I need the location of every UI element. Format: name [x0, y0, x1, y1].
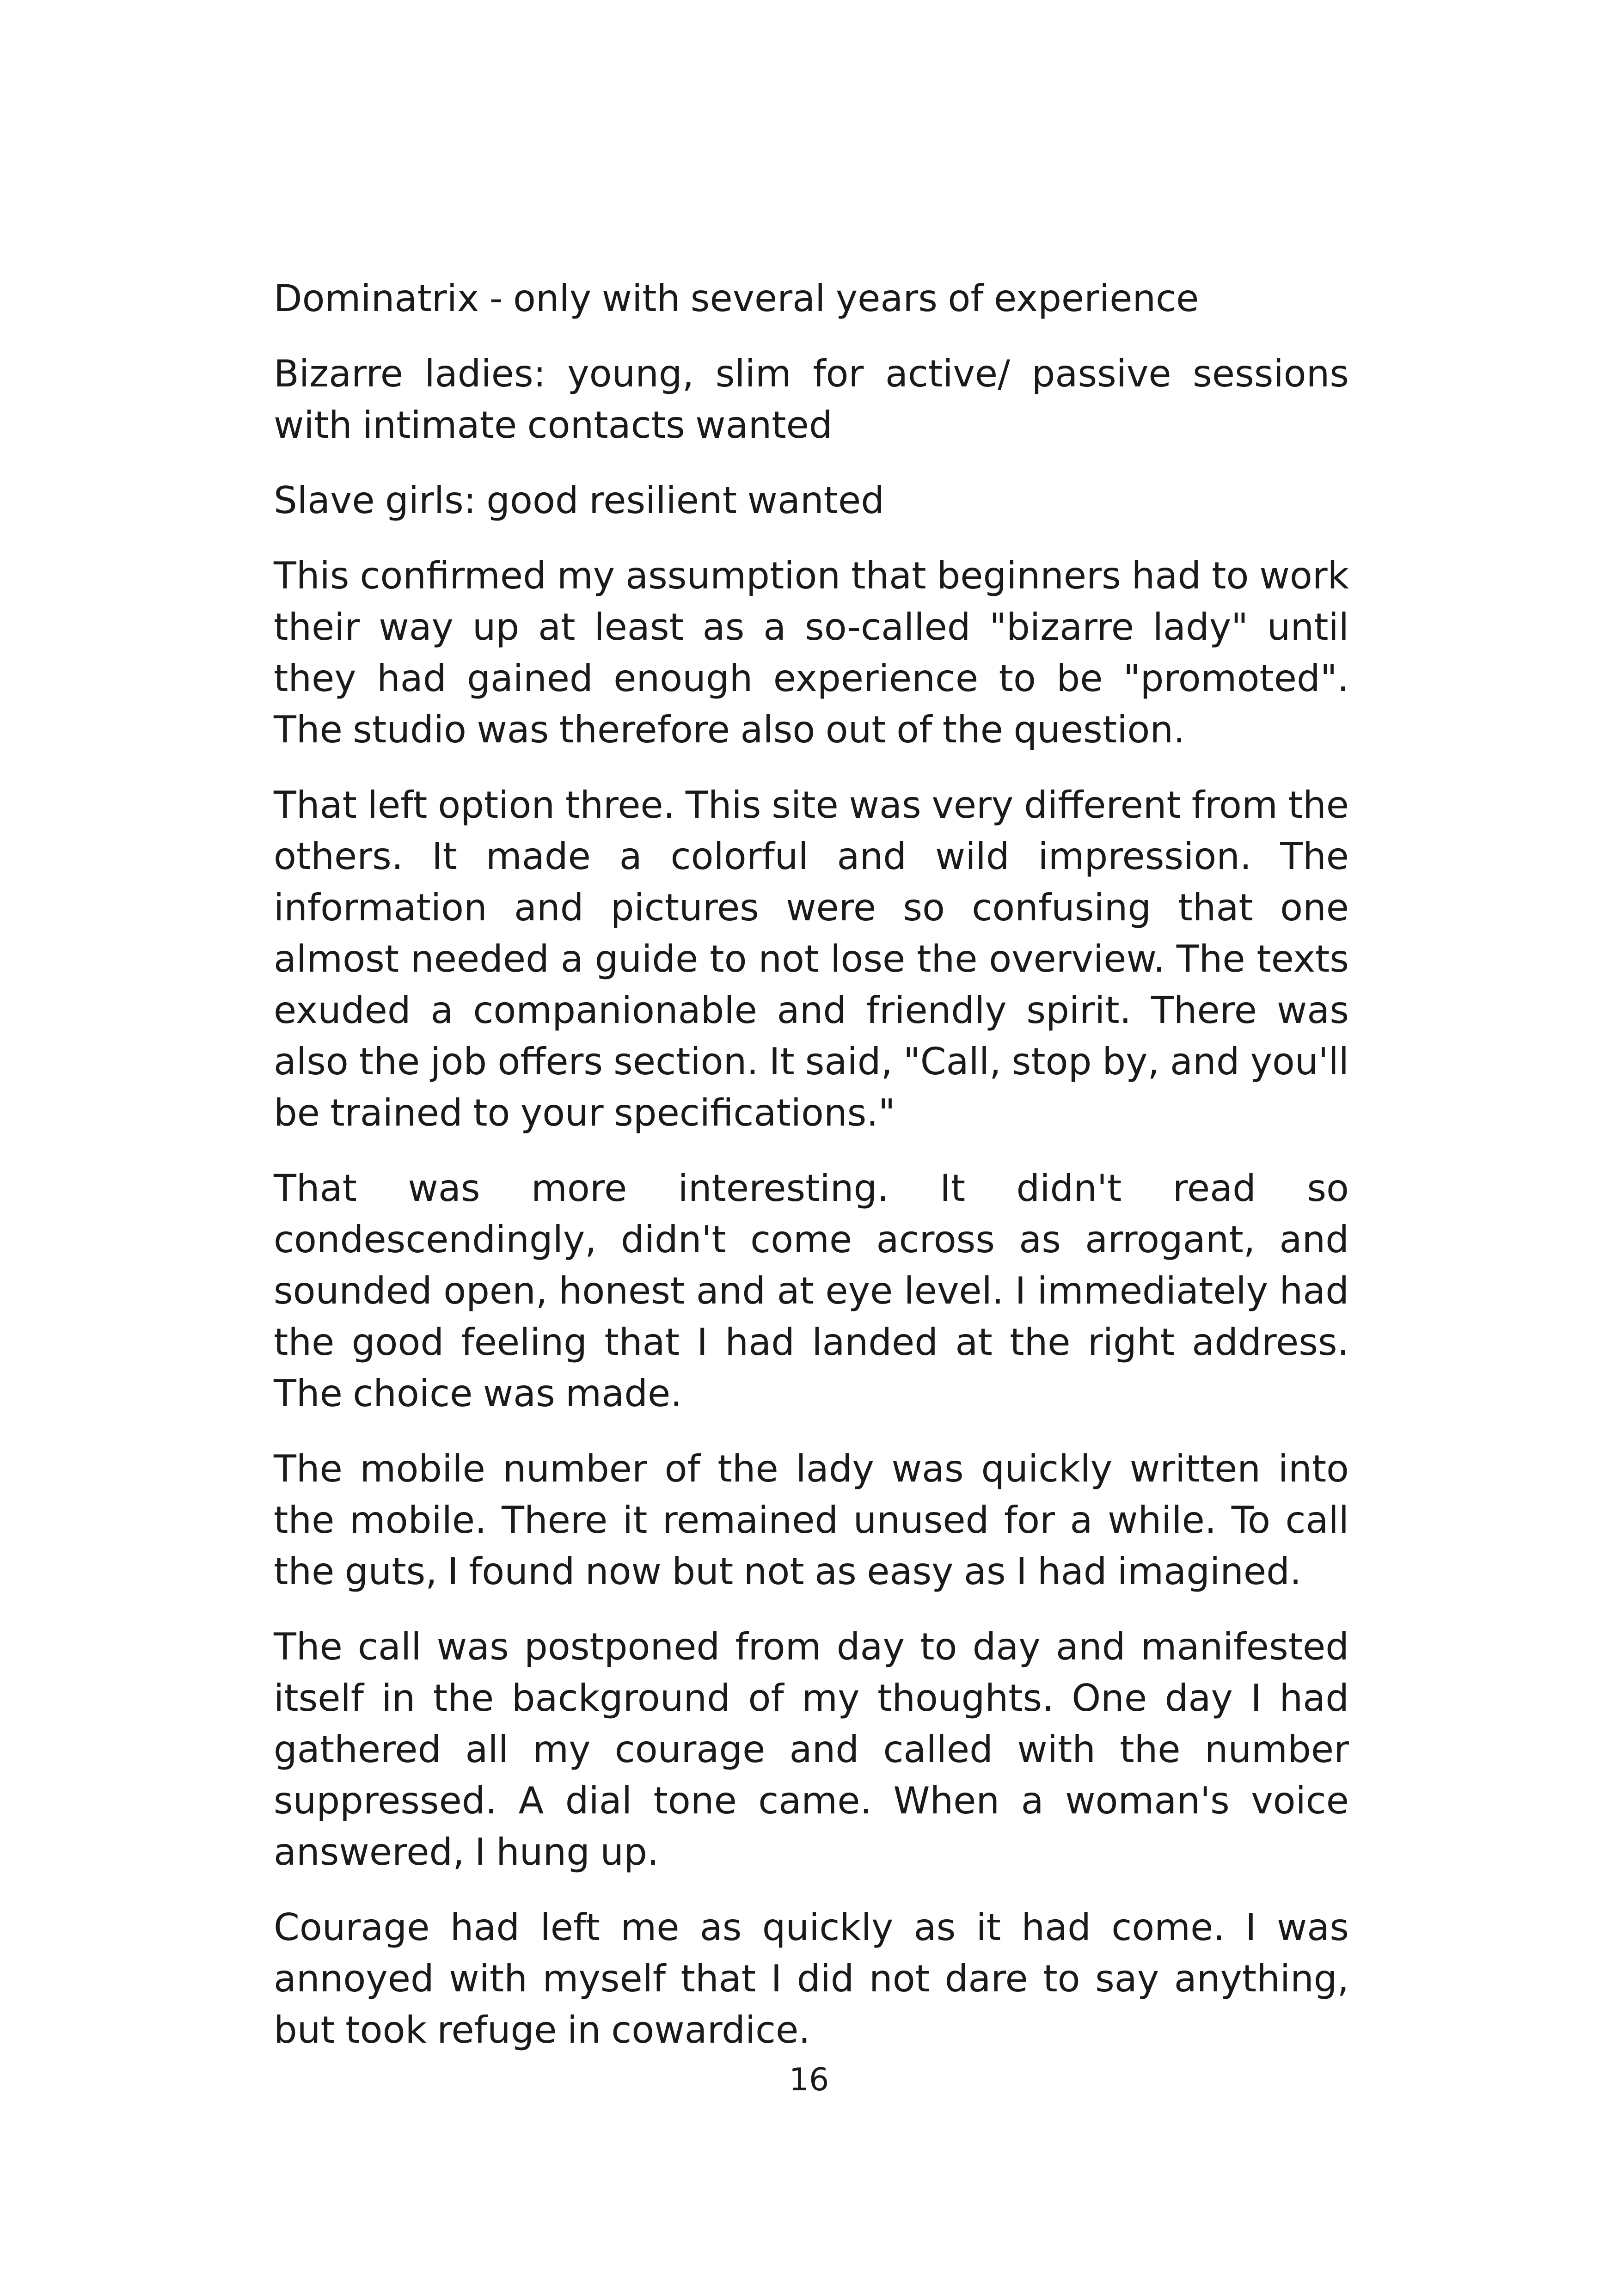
page-number: 16 [789, 2062, 829, 2098]
paragraph-assumption: This confirmed my assumption that beginners had to work their way up at least as a so-called "bizarre lady" until they had gained enough experience to be "promoted". The studio was therefore also out of the question. [274, 554, 1349, 751]
paragraph-call-postponed: The call was postponed from day to day and manifested itself in the background of my thoughts. One day I had gathered all my courage and called with the number suppressed. A dial tone came. When a woman's voice answered, I hung up. [274, 1625, 1349, 1874]
paragraph-more-interesting: That was more interesting. It didn't read so condescendingly, didn't come across as arrogant, and sounded open, honest and at eye level. I immediately had the good feeling that I had landed at the right address. The choice was made. [274, 1167, 1349, 1415]
paragraph-bizarre-ladies: Bizarre ladies: young, slim for active/ passive sessions with intimate contacts wanted [274, 352, 1349, 447]
paragraph-mobile-number: The mobile number of the lady was quickly written into the mobile. There it remained unused for a while. To call the guts, I found now but not as easy as I had imagined. [274, 1447, 1349, 1593]
paragraph-slave-girls: Slave girls: good resilient wanted [274, 479, 885, 522]
body-text [274, 273, 1349, 2080]
paragraph-option-three: That left option three. This site was very different from the others. It made a colorful and wild impression. The information and pictures were so confusing that one almost needed a guide to not lose the overview. The texts exuded a companionable and friendly spirit. There was also the job offers section. It said, "Call, stop by, and you'll be trained to your specifications." [274, 784, 1349, 1134]
paragraph-dominatrix: Dominatrix - only with several years of experience [274, 277, 1199, 320]
paragraph-courage: Courage had left me as quickly as it had come. I was annoyed with myself that I did not dare to say anything, but took refuge in cowardice. [274, 1906, 1349, 2051]
